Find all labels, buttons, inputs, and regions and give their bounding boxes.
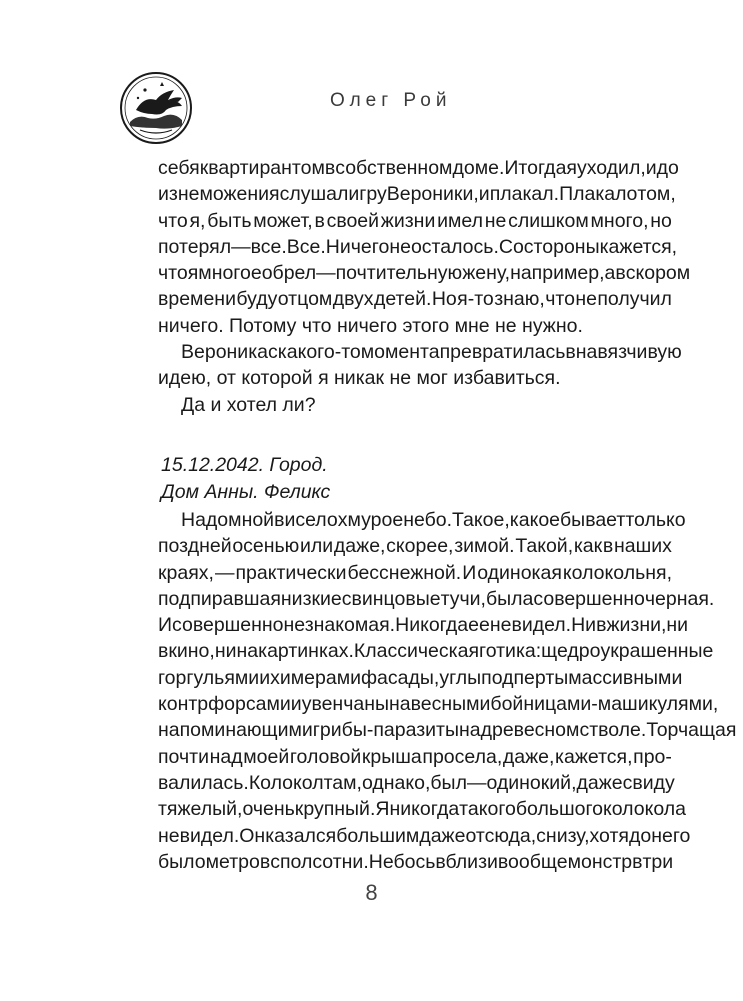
text-line: себя квартирантом в собственном доме. И тогда я уходил, и до (158, 157, 679, 179)
text-line: Вероника с какого-то момента превратилась в навязчивую (181, 341, 682, 364)
body-text-part-1 (158, 155, 691, 418)
text-line: не видел. Он казался большим даже отсюда, снизу, хотя до него (158, 824, 691, 847)
page-header (0, 0, 743, 150)
text-line: идею, от которой я никак не мог избавиться. (158, 367, 561, 390)
text-line: горгульями и химерами фасады, углы подперты массивными (158, 666, 683, 689)
text-line: тяжелый, очень крупный. Я никогда такого большого колокола (158, 798, 686, 821)
text-line: ничего. Потому что ничего этого мне не нужно. (158, 314, 583, 337)
text-line: поздней осенью или даже, скорее, зимой. Такой, как в наших (158, 535, 672, 558)
text-line: напоминающими грибы-паразиты на древесном стволе. Торчащая (158, 719, 737, 742)
text-line: валилась. Колокол там, однако, был — одинокий, даже с виду (158, 771, 675, 794)
text-line: Да и хотел ли? (181, 393, 316, 416)
body-text-part-2 (158, 507, 737, 875)
text-line: что я, быть может, в своей жизни имел не слишком много, но (158, 209, 672, 232)
text-line: Надо мной висело хмурое небо. Такое, какое бывает только (181, 509, 686, 531)
text-line: времени буду отцом двух детей. Но я-то знаю, что не получил (158, 288, 672, 311)
running-head-author: Олег Рой (330, 90, 452, 111)
section-heading-line-1: 15.12.2042. Город. (161, 454, 328, 476)
section-heading-line-2: Дом Анны. Феликс (161, 481, 331, 503)
text-line: было метров с полсотни. Небось вблизи вообще монстр в три (158, 850, 674, 873)
text-line: почти над моей головой крыша просела, даже, кажется, про- (158, 745, 672, 768)
text-line: изнеможения слушал игру Вероники, и плакал. Плакал о том, (158, 183, 676, 206)
section-heading (161, 452, 330, 506)
page-number: 8 (365, 880, 378, 905)
text-line: краях, — практически бесснежной. И одинокая колокольня, (158, 561, 672, 584)
text-line: И совершенно незнакомая. Никогда ее не видел. Ни в жизни, ни (158, 614, 689, 637)
text-line: подпиравшая низкие свинцовые тучи, была совершенно черная. (158, 587, 715, 610)
text-line: потерял — все. Все. Ничего не осталось. Со стороны кажется, (158, 235, 678, 258)
text-line: контрфорсами и увенчаны навесными бойницами-машикулями, (158, 693, 719, 716)
bird-emblem-icon (118, 70, 194, 146)
text-line: в кино, ни на картинках. Классическая готика: щедро украшенные (158, 640, 714, 663)
text-line: что я многое обрел — почтительную жену, например, а в скором (158, 262, 691, 285)
